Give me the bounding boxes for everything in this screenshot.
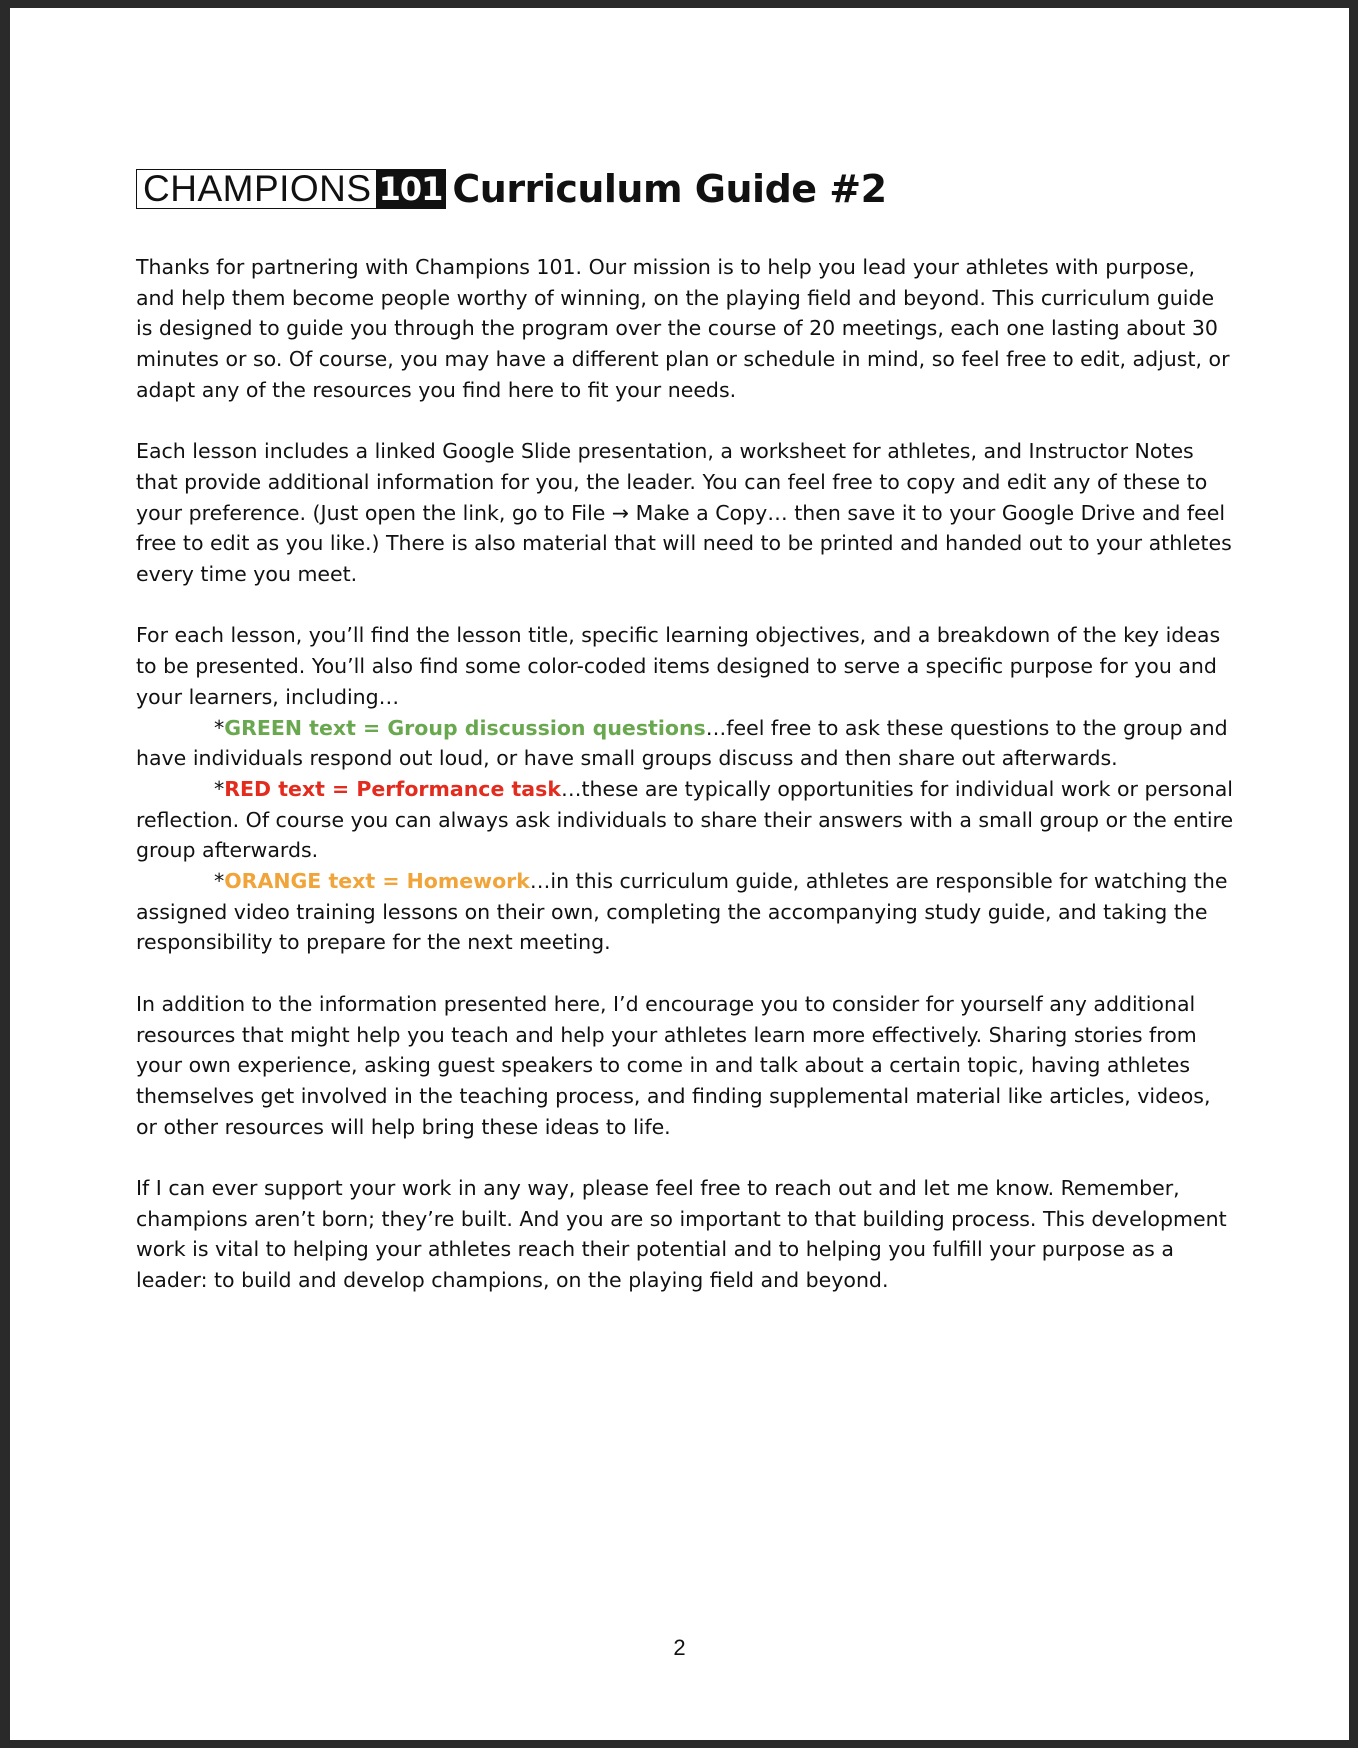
champions-101-logo [136,169,446,209]
red-code-description: …these are typically opportunities for individual work or personal reflection. Of course you can always ask individuals to share their answers with a small group or the entire group afterwards. [136,776,1234,863]
color-code-item-green [136,713,1236,774]
red-code-label: RED text = Performance task [224,776,561,801]
color-code-item-orange [136,866,1236,958]
page-number: 2 [673,1635,686,1660]
color-code-item-red [136,774,1236,866]
page-header [136,163,887,215]
logo-word: CHAMPIONS [143,168,372,209]
paragraph-lesson-materials: Each lesson includes a linked Google Slide presentation, a worksheet for athletes, and Instructor Notes that provide additional information for you, the leader. You can feel free to copy and edit any of these to your preference. (Just open the link, go to File → Make a Copy… then save it to your Google Drive and feel free to edit as you like.) There is also material that will need to be printed and handed out to your athletes every time you meet. [136,439,1232,587]
paragraph-closing: If I can ever support your work in any way, please feel free to reach out and let me know. Remember, champions aren’t born; they’re built. And you are so important to that building process. This development work is vital to helping your athletes reach their potential and to helping you fulfill your purpose as a leader: to build and develop champions, on the playing field and beyond. [136,1176,1227,1293]
orange-code-description: …in this curriculum guide, athletes are responsible for watching the assigned video training lessons on their own, completing the accompanying study guide, and taking the responsibility to prepare for the next meeting. [136,869,1228,955]
color-code-prefix: * [214,715,225,740]
document-page [10,8,1349,1740]
green-code-label: GREEN text = Group discussion questions [224,715,706,740]
logo-number: 101 [376,170,446,208]
color-code-prefix: * [214,776,225,801]
orange-code-label: ORANGE text = Homework [224,869,530,894]
paragraph-lesson-structure: For each lesson, you’ll find the lesson title, specific learning objectives, and a breakdown of the key ideas to be presented. You’ll also find some color-coded items designed to serve a specific purpose for you and your learners, including… [136,623,1221,709]
color-code-prefix: * [214,869,225,894]
paragraph-intro: Thanks for partnering with Champions 101. Our mission is to help you lead your athletes with purpose, and help them become people worthy of winning, on the playing field and beyond. This curriculum guide is designed to guide you through the program over the course of 20 meetings, each one lasting about 30 minutes or so. Of course, you may have a different plan or schedule in mind, so feel free to edit, adjust, or adapt any of the resources you find here to fit your needs. [136,255,1230,402]
page-title: Curriculum Guide #2 [452,167,887,211]
green-code-description: …feel free to ask these questions to the group and have individuals respond out loud, or have small groups discuss and then share out afterwards. [136,715,1228,771]
paragraph-additional-resources: In addition to the information presented here, I’d encourage you to consider for yourself any additional resources that might help you teach and help your athletes learn more effectively. Sharing stories from your own experience, asking guest speakers to come in and talk about a certain topic, having athletes themselves get involved in the teaching process, and finding supplemental material like articles, videos, or other resources will help bring these ideas to life. [136,991,1211,1139]
document-body [136,252,1236,1327]
